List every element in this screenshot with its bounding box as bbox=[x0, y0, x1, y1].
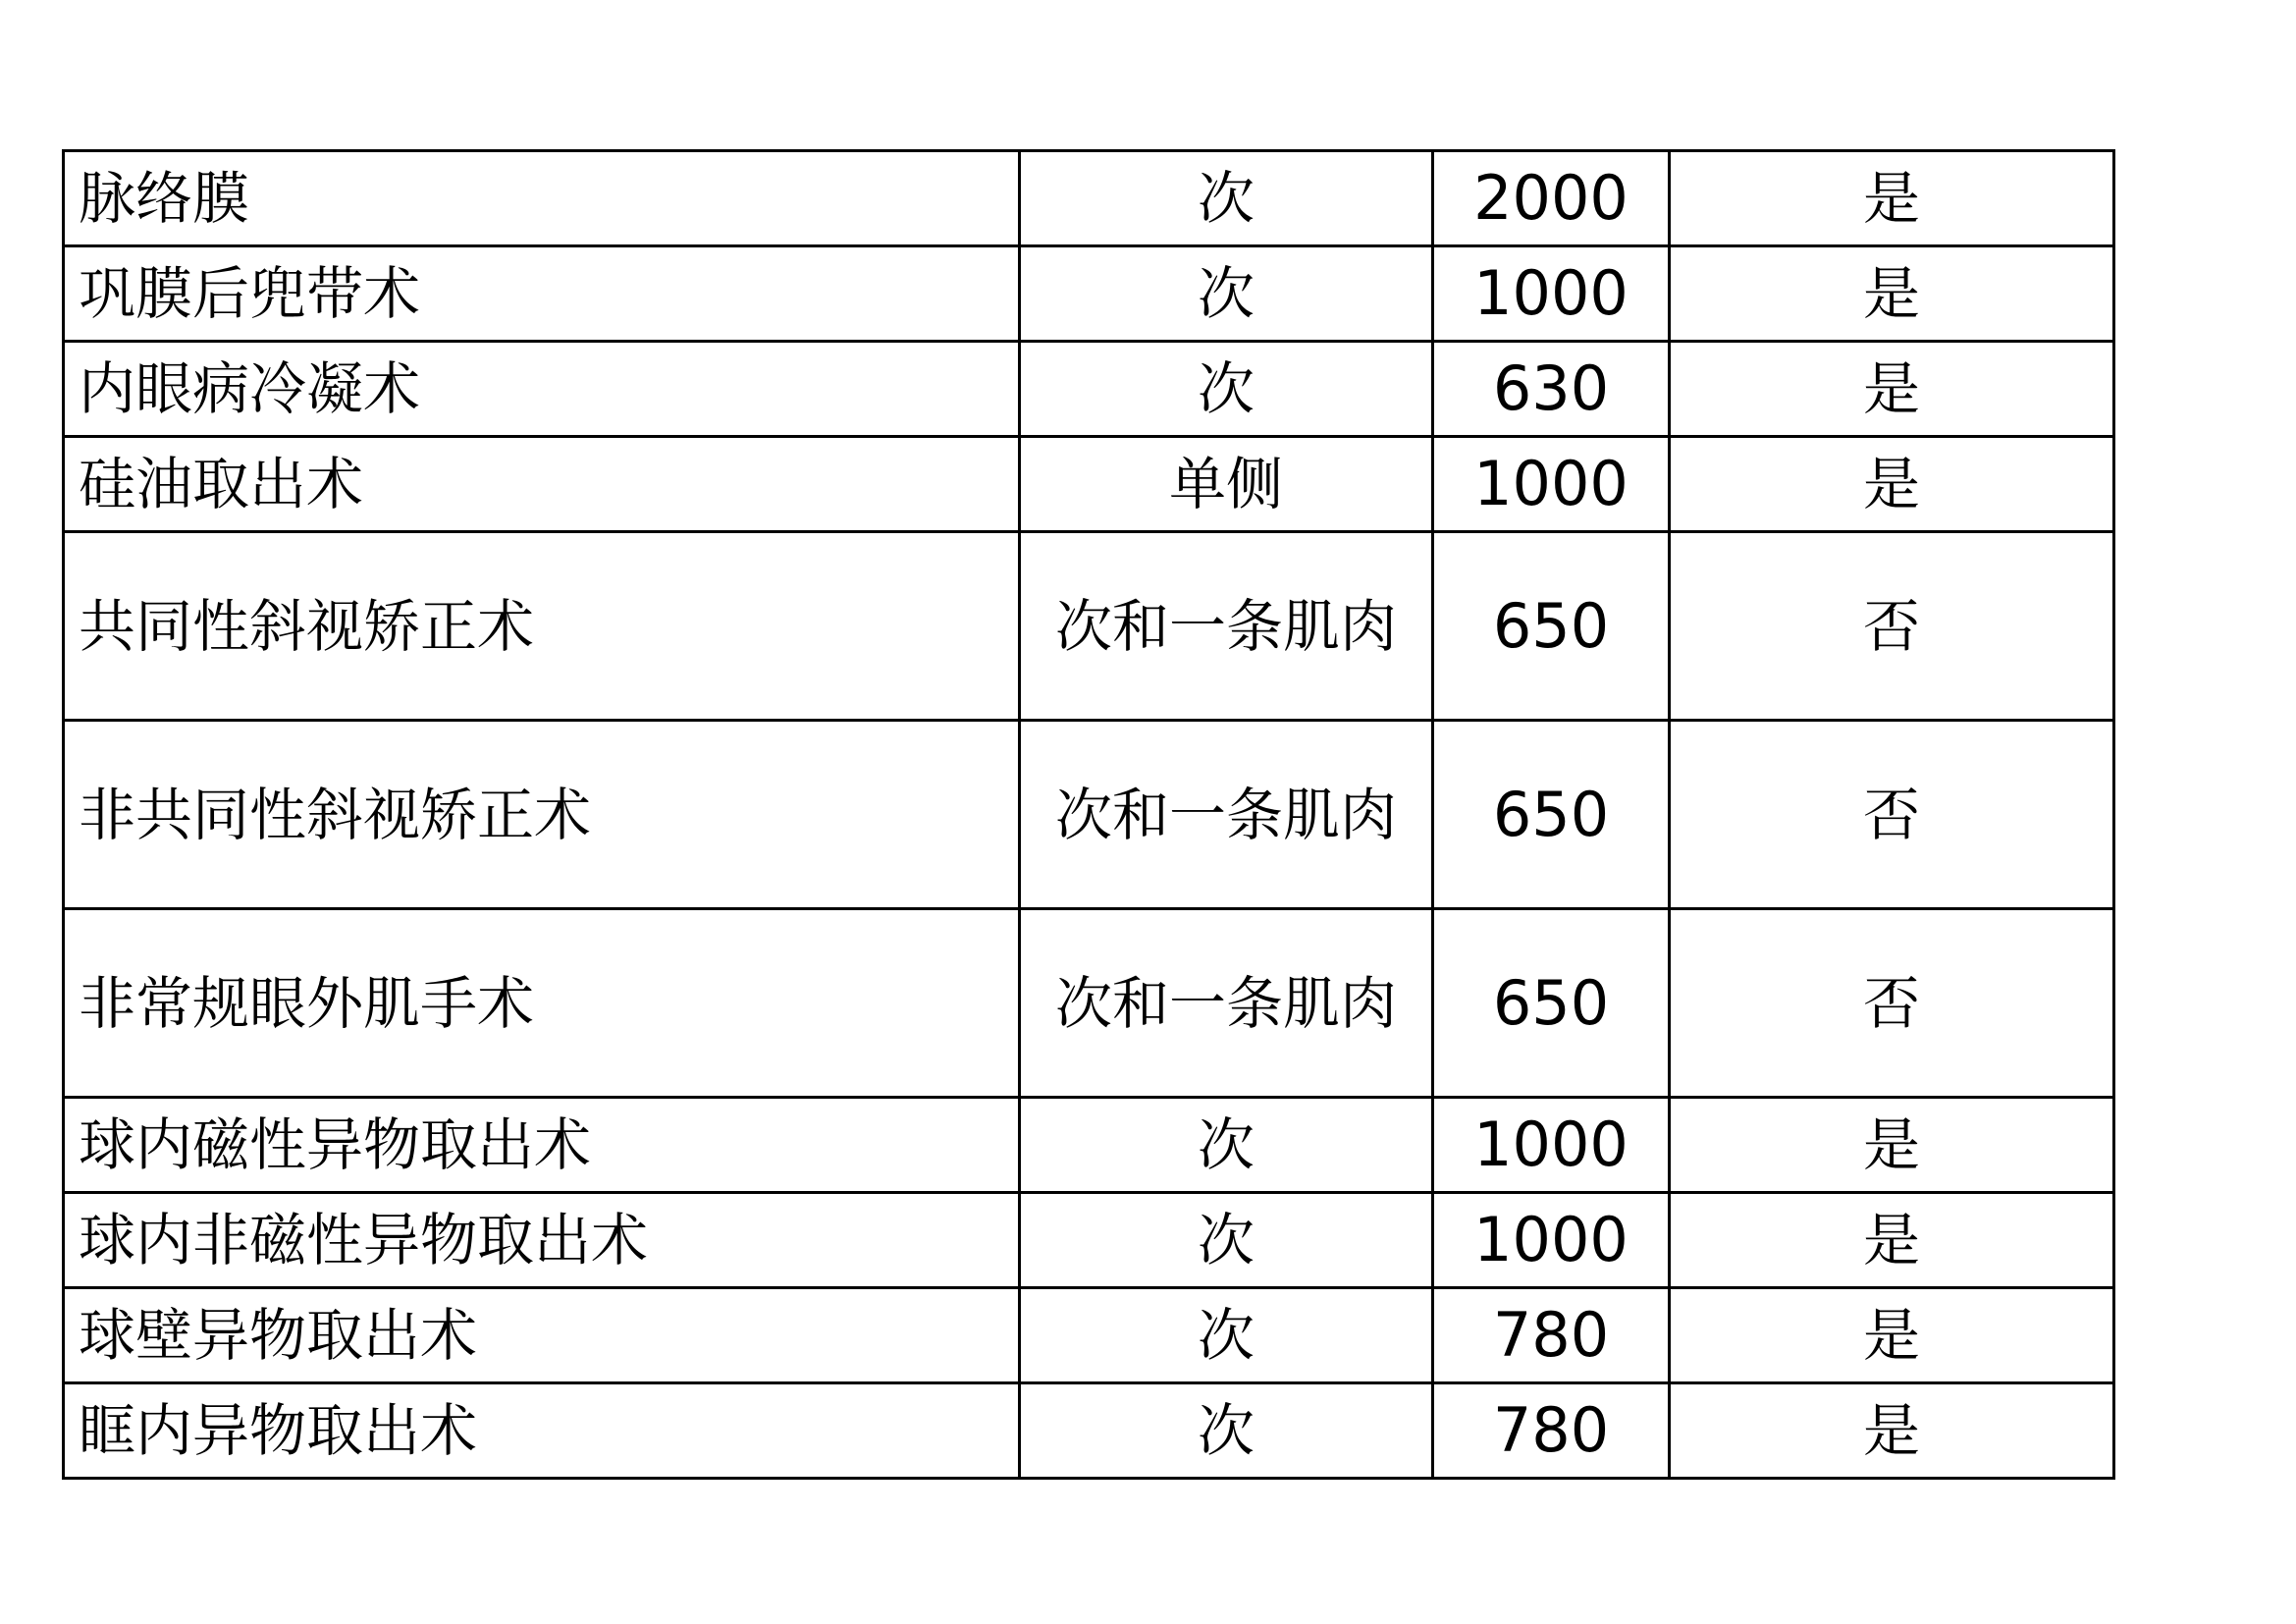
procedure-name-cell: 内眼病冷凝术 bbox=[64, 342, 1020, 437]
fee-table bbox=[62, 149, 2115, 1480]
table-row bbox=[64, 342, 2114, 437]
table-row bbox=[64, 1098, 2114, 1193]
table-row bbox=[64, 1193, 2114, 1288]
price-cell: 650 bbox=[1433, 909, 1670, 1098]
unit-cell: 次 bbox=[1020, 246, 1433, 342]
procedure-name-cell: 球内磁性异物取出术 bbox=[64, 1098, 1020, 1193]
procedure-name-cell: 眶内异物取出术 bbox=[64, 1383, 1020, 1479]
flag-cell: 否 bbox=[1670, 721, 2114, 909]
procedure-name-cell: 非共同性斜视矫正术 bbox=[64, 721, 1020, 909]
table-row bbox=[64, 909, 2114, 1098]
price-cell: 650 bbox=[1433, 532, 1670, 721]
flag-cell: 是 bbox=[1670, 437, 2114, 532]
price-cell: 780 bbox=[1433, 1383, 1670, 1479]
price-cell: 1000 bbox=[1433, 246, 1670, 342]
flag-cell: 是 bbox=[1670, 1193, 2114, 1288]
unit-cell: 次 bbox=[1020, 1098, 1433, 1193]
unit-cell: 单侧 bbox=[1020, 437, 1433, 532]
table-row bbox=[64, 151, 2114, 246]
flag-cell: 是 bbox=[1670, 1288, 2114, 1383]
table-row bbox=[64, 721, 2114, 909]
flag-cell: 是 bbox=[1670, 246, 2114, 342]
price-cell: 1000 bbox=[1433, 1193, 1670, 1288]
flag-cell: 是 bbox=[1670, 1383, 2114, 1479]
procedure-name-cell: 脉络膜 bbox=[64, 151, 1020, 246]
unit-cell: 次 bbox=[1020, 1193, 1433, 1288]
procedure-name-cell: 巩膜后兜带术 bbox=[64, 246, 1020, 342]
procedure-name-cell: 球壁异物取出术 bbox=[64, 1288, 1020, 1383]
flag-cell: 是 bbox=[1670, 1098, 2114, 1193]
unit-cell: 次 bbox=[1020, 1383, 1433, 1479]
unit-cell bbox=[1020, 532, 1433, 721]
price-cell: 1000 bbox=[1433, 1098, 1670, 1193]
price-cell: 1000 bbox=[1433, 437, 1670, 532]
table-row bbox=[64, 1383, 2114, 1479]
procedure-name-cell: 共同性斜视矫正术 bbox=[64, 532, 1020, 721]
flag-cell: 否 bbox=[1670, 909, 2114, 1098]
price-cell: 630 bbox=[1433, 342, 1670, 437]
price-cell: 780 bbox=[1433, 1288, 1670, 1383]
unit-cell: 次 bbox=[1020, 1288, 1433, 1383]
procedure-name-cell: 硅油取出术 bbox=[64, 437, 1020, 532]
procedure-name-cell: 非常规眼外肌手术 bbox=[64, 909, 1020, 1098]
table-row bbox=[64, 532, 2114, 721]
flag-cell: 是 bbox=[1670, 151, 2114, 246]
unit-cell: 次 bbox=[1020, 342, 1433, 437]
unit-cell: 次 bbox=[1020, 151, 1433, 246]
price-cell: 2000 bbox=[1433, 151, 1670, 246]
unit-cell bbox=[1020, 721, 1433, 909]
unit-cell bbox=[1020, 909, 1433, 1098]
flag-cell: 否 bbox=[1670, 532, 2114, 721]
table-row bbox=[64, 246, 2114, 342]
unit-text: 次和一条肌肉 bbox=[1054, 592, 1397, 660]
unit-text: 次和一条肌肉 bbox=[1054, 781, 1397, 848]
procedure-name-cell: 球内非磁性异物取出术 bbox=[64, 1193, 1020, 1288]
price-cell: 650 bbox=[1433, 721, 1670, 909]
flag-cell: 是 bbox=[1670, 342, 2114, 437]
table-row bbox=[64, 1288, 2114, 1383]
table-row bbox=[64, 437, 2114, 532]
unit-text: 次和一条肌肉 bbox=[1054, 969, 1397, 1037]
